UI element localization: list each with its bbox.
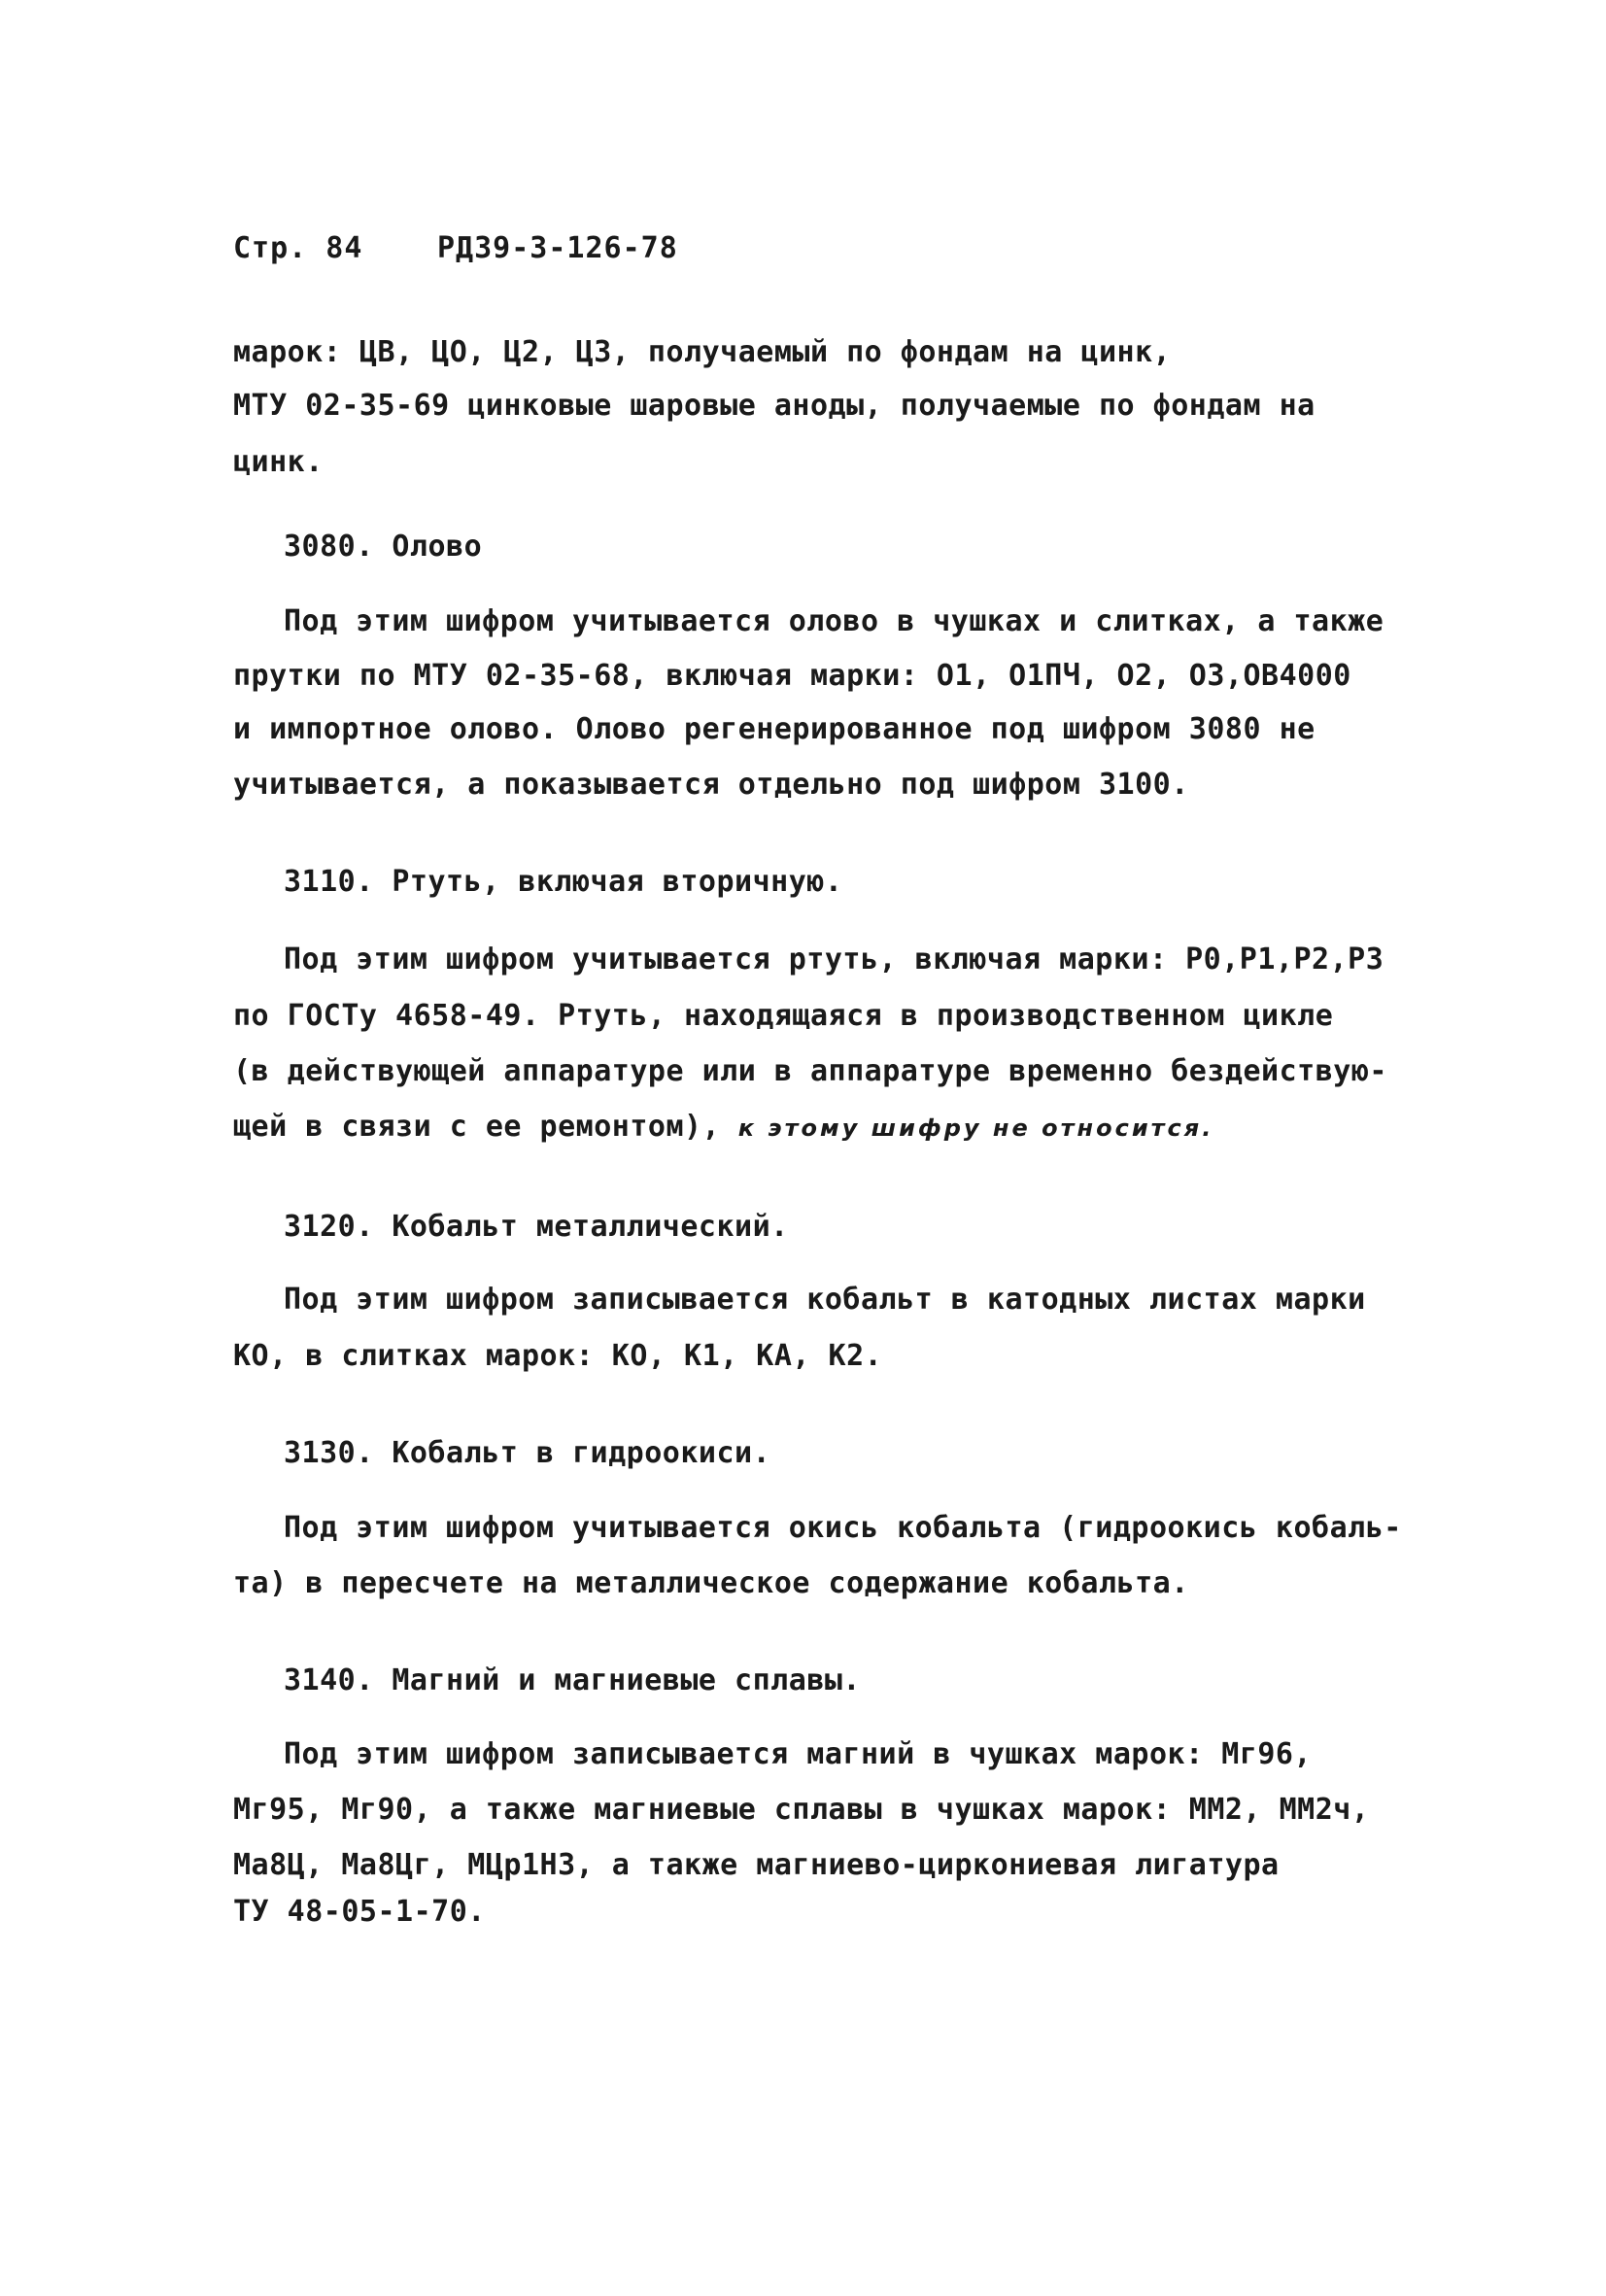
section-3130-line-2: та) в пересчете на металлическое содержание кобальта. (233, 1566, 1189, 1600)
section-3110-heading: 3110. Ртуть, включая вторичную. (284, 865, 843, 899)
section-3110-line-4 (233, 1110, 1213, 1144)
intro-line-1: марок: ЦВ, ЦО, Ц2, Ц3, получаемый по фондам на цинк, (233, 335, 1172, 369)
page-number: Стр. 84 (233, 231, 363, 265)
section-3120-heading: 3120. Кобальт металлический. (284, 1210, 789, 1244)
section-3140-line-2: Мг95, Мг90, а также магниевые сплавы в чушках марок: ММ2, ММ2ч, (233, 1793, 1370, 1827)
section-3110-line-1: Под этим шифром учитывается ртуть, включая марки: Р0,Р1,Р2,Р3 (284, 942, 1384, 977)
document-code: РД39-3-126-78 (437, 231, 678, 265)
section-3120-line-2: КО, в слитках марок: КО, К1, КА, К2. (233, 1339, 883, 1373)
section-3140-line-3: Ма8Ц, Ма8Цг, МЦр1Н3, а также магниево-циркониевая лигатура (233, 1848, 1280, 1882)
section-3080-line-1: Под этим шифром учитывается олово в чушках и слитках, а также (284, 604, 1384, 638)
handwritten-note: к этому шифру не относится. (737, 1114, 1214, 1142)
section-3130-line-1: Под этим шифром учитывается окись кобальта (гидроокись кобаль- (284, 1511, 1402, 1545)
section-3080-heading: 3080. Олово (284, 530, 483, 564)
section-3080-line-4: учитывается, а показывается отдельно под шифром 3100. (233, 768, 1189, 802)
section-3120-line-1: Под этим шифром записывается кобальт в катодных листах марки (284, 1283, 1366, 1317)
page-header (233, 231, 678, 265)
section-3110-line-3: (в действующей аппаратуре или в аппаратуре временно бездействую- (233, 1054, 1387, 1088)
section-3140-line-4: ТУ 48-05-1-70. (233, 1895, 486, 1929)
section-3080-line-2: прутки по МТУ 02-35-68, включая марки: О1, О1ПЧ, О2, О3,ОВ4000 (233, 659, 1351, 693)
section-3080-line-3: и импортное олово. Олово регенерированное под шифром 3080 не (233, 712, 1316, 746)
section-3110-line-2: по ГОСТу 4658-49. Ртуть, находящаяся в производственном цикле (233, 999, 1334, 1033)
section-3140-heading: 3140. Магний и магниевые сплавы. (284, 1663, 861, 1697)
intro-line-2: МТУ 02-35-69 цинковые шаровые аноды, получаемые по фондам на (233, 389, 1316, 423)
section-3140-line-1: Под этим шифром записывается магний в чушках марок: Мг96, (284, 1737, 1313, 1771)
section-3130-heading: 3130. Кобальт в гидроокиси. (284, 1436, 771, 1470)
intro-line-3: цинк. (233, 445, 324, 479)
section-3110-line-4-text: щей в связи с ее ремонтом), (233, 1110, 721, 1144)
